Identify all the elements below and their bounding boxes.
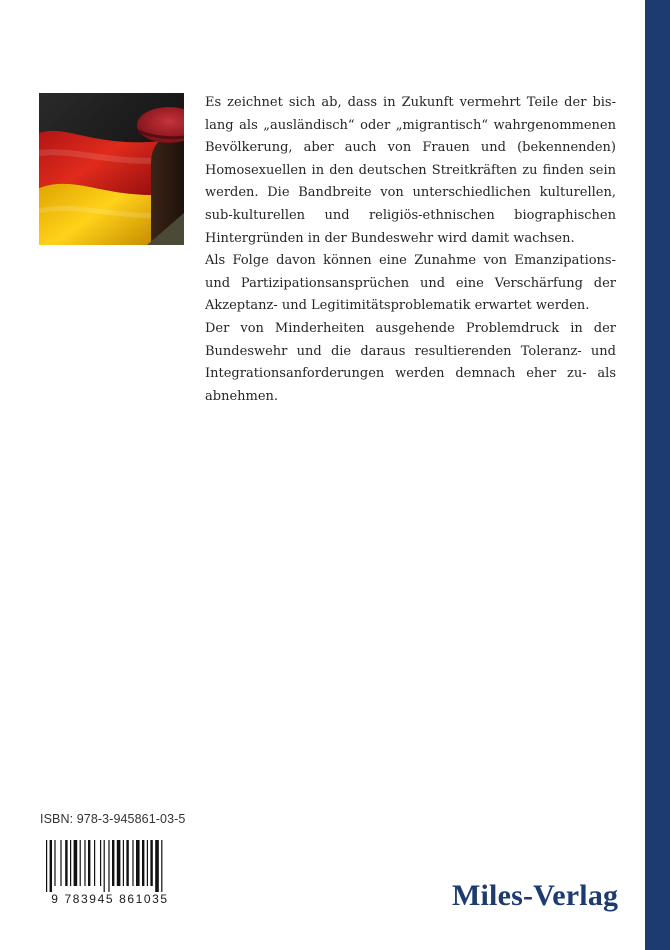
barcode-bar <box>147 840 148 886</box>
barcode-bar <box>74 840 78 886</box>
barcode-bar <box>100 840 101 886</box>
barcode-bar <box>54 840 55 886</box>
barcode-bar <box>60 840 61 886</box>
flag-soldier-photo <box>39 93 184 245</box>
barcode-bar <box>161 840 162 892</box>
barcode-bar <box>136 840 140 886</box>
barcode-bar <box>142 840 144 886</box>
barcode-bar <box>117 840 121 886</box>
barcode-bar <box>50 840 52 892</box>
barcode-bar <box>123 840 124 886</box>
blurb-paragraph: Als Folge davon können eine Zunahme von Emanzipations- und Partizipationsansprüchen und eine Verschärfung der Akzeptanz- und Legitimitätsproblematik erwartet werden. <box>205 253 616 314</box>
blurb-paragraph: Es zeichnet sich ab, dass in Zukunft vermehrt Teile der bislang als „ausländisch“ oder „migrantisch“ wahrgenommenen Bevölkerung, aber auch von Frauen und (bekennenden) Homosexuellen in den deutschen Streitkräften zu finden sein werden. Die Bandbreite von unterschiedlichen kulturellen, sub-kulturellen und religiös-ethnischen biographischen Hintergründen in der Bundeswehr wird damit wachsen. <box>205 95 616 246</box>
back-cover-blurb <box>205 92 616 408</box>
barcode-bar <box>46 840 47 892</box>
barcode-bar <box>132 840 133 886</box>
barcode-bar <box>104 840 105 892</box>
barcode-bar <box>94 840 95 886</box>
publisher-logo: Miles-Verlag <box>452 879 619 912</box>
spine-color-band <box>645 0 670 950</box>
blurb-paragraph: Der von Minderheiten ausgehende Problemdruck in der Bundeswehr und die daraus resultierenden Toleranz- und Integrationsanforderungen werden demnach eher zu- als abnehmen. <box>205 320 616 404</box>
isbn-label: ISBN: 978-3-945861-03-5 <box>40 812 186 826</box>
barcode-bar <box>126 840 128 886</box>
barcode-bar <box>112 840 114 886</box>
barcode-bar <box>80 840 81 886</box>
barcode-digits: 9 783945 861035 <box>51 892 169 906</box>
barcode-bar <box>150 840 152 886</box>
barcode-bar <box>70 840 71 886</box>
barcode-bar <box>108 840 109 892</box>
barcode-bar <box>65 840 67 886</box>
barcode-bar <box>84 840 85 886</box>
barcode-bar <box>88 840 90 886</box>
barcode-bar <box>155 840 159 892</box>
